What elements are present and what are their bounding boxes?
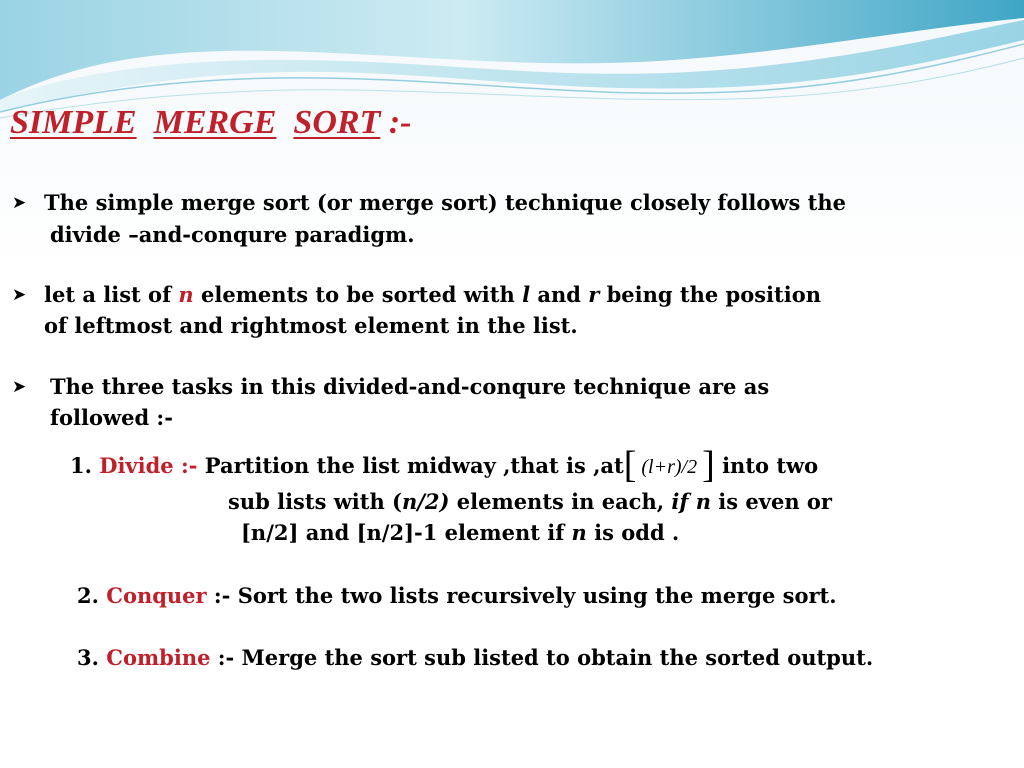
step-3-number: 3.: [77, 645, 107, 670]
step-2: [77, 580, 837, 611]
bullet-3-line-1: The three tasks in this divided-and-conqure technique are as: [50, 374, 770, 399]
step-1-line-1: [70, 444, 819, 486]
step-1-line-3-b: is odd .: [586, 520, 680, 545]
arrow-bullet-icon: ➤: [12, 285, 27, 305]
step-1-line-2-c: [688, 489, 695, 514]
arrow-bullet-icon: ➤: [12, 377, 27, 397]
step-1-line-2-d: is even or: [710, 489, 832, 514]
bullet-3-line-2: followed :-: [50, 405, 173, 430]
bullet-2-text-c: and: [530, 282, 589, 307]
step-1-name: Divide :-: [99, 453, 198, 478]
bullet-2-text-a: let a list of: [44, 282, 179, 307]
bullet-2-text-d: being the position: [599, 282, 821, 307]
half-n: n/2): [401, 489, 450, 514]
bullet-1-line-2: divide –and-conqure paradigm.: [50, 222, 415, 247]
step-1-number: 1.: [70, 453, 100, 478]
step-3-name: Combine: [106, 645, 211, 670]
title-word-merge: MERGE: [153, 104, 277, 141]
step-1-text-2: into two: [714, 453, 819, 478]
step-1-line-2: [228, 486, 832, 517]
arrow-bullet-icon: ➤: [12, 193, 27, 213]
step-1-line-3: [241, 517, 679, 548]
bullet-2-text-b: elements to be sorted with: [193, 282, 523, 307]
step-1-line-3-a: [n/2] and [n/2]-1 element if: [241, 520, 572, 545]
left-bracket: [: [623, 444, 637, 486]
variable-r: r: [588, 282, 600, 307]
title-suffix: :-: [380, 104, 412, 141]
title-word-sort: SORT: [293, 104, 381, 141]
bullet-2-line-2: of leftmost and rightmost element in the list.: [44, 313, 578, 338]
slide-title: [10, 104, 412, 142]
keyword-if: if: [671, 489, 689, 514]
step-2-text: :- Sort the two lists recursively using the merge sort.: [206, 583, 837, 608]
variable-n: n: [571, 520, 587, 545]
variable-n: n: [695, 489, 711, 514]
title-word-simple: SIMPLE: [10, 104, 137, 141]
bullet-1-line-1: The simple merge sort (or merge sort) technique closely follows the: [44, 190, 846, 215]
right-bracket: ]: [702, 444, 715, 486]
step-1-line-2-b: elements in each,: [449, 489, 672, 514]
step-3-text: :- Merge the sort sub listed to obtain the sorted output.: [210, 645, 874, 670]
bullet-2-line-1: [44, 279, 821, 310]
step-3: [77, 642, 873, 673]
step-1-text: Partition the list midway ,that is ,at: [197, 453, 624, 478]
step-2-name: Conquer: [106, 583, 207, 608]
midpoint-formula: (l+r)/2: [636, 456, 703, 478]
variable-n: n: [178, 282, 194, 307]
step-1-line-2-a: sub lists with (: [228, 489, 402, 514]
step-2-number: 2.: [77, 583, 107, 608]
variable-l: l: [522, 282, 531, 307]
